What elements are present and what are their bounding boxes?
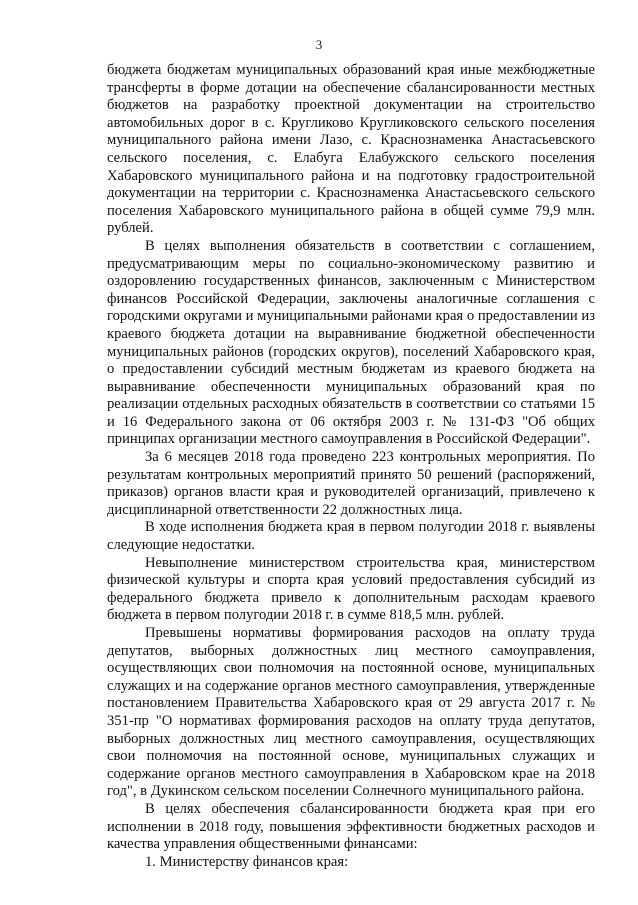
paragraph-continuation: бюджета бюджетам муниципальных образований края иные межбюджетные трансферты в форме дотации на обеспечение сбалансированности местных бюджетов на разработку проектной документации на строительство автомобильных дорог в с. Кругликово Кругликовского сельского поселения муниципального района имени Лазо, с. Краснознаменка Анастасьевского сельского поселения, с. Елабуга Елабужского сельского поселения Хабаровского муниципального района и на подготовку градостроительной документации на территории с. Краснознаменка Анастасьевского сельского поселения Хабаровского муниципального района в общей сумме 79,9 млн. рублей. [107,62,595,237]
paragraph-shortcomings-intro: В ходе исполнения бюджета края в первом полугодии 2018 г. выявлены следующие недостатки. [107,519,595,554]
list-item-ministry-of-finance: 1. Министерству финансов края: [145,853,349,870]
document-body [107,62,595,871]
paragraph-salary-norms: Превышены нормативы формирования расходов на оплату труда депутатов, выборных должностных лиц местного самоуправления, осуществляющих свои полномочия на постоянной основе, муниципальных служащих и на содержание органов местного самоуправления, утвержденные постановлением Правительства Хабаровского края от 29 августа 2017 г. № 351-пр "О нормативах формирования расходов на оплату труда депутатов, выборных должностных лиц местного самоуправления, осуществляющих свои полномочия на постоянной основе, муниципальных служащих и содержание органов местного самоуправления в Хабаровском крае на 2018 год", в Дукинском сельском поселении Солнечного муниципального района. [107,625,595,800]
page-number: 3 [315,37,323,52]
paragraph-control-measures: За 6 месяцев 2018 года проведено 223 контрольных мероприятия. По результатам контрольных мероприятий принято 50 решений (распоряжений, приказов) органов власти края и руководителей организаций, привлечено к дисциплинарной ответственности 22 должностных лица. [107,449,595,518]
paragraph-agreements: В целях выполнения обязательств в соответствии с соглашением, предусматривающим меры по социально-экономическому развитию и оздоровлению государственных финансов, заключенным с Министерством финансов Российской Федерации, заключены аналогичные соглашения с городскими округами и муниципальными районами края о предоставлении из краевого бюджета дотации на выравнивание бюджетной обеспеченности муниципальных районов (городских округов), поселений Хабаровского края, о предоставлении субсидий местным бюджетам из краевого бюджета на выравнивание обеспеченности муниципальных образований края по реализации отдельных расходных обязательств в соответствии со статьями 15 и 16 Федерального закона от 06 октября 2003 г. № 131-ФЗ "Об общих принципах организации местного самоуправления в Российской Федерации". [107,237,595,448]
paragraph-balance-goals: В целях обеспечения сбалансированности бюджета края при его исполнении в 2018 году, повышения эффективности бюджетных расходов и качества управления общественными финансами: [107,800,595,853]
paragraph-subsidy-conditions: Невыполнение министерством строительства края, министерством физической культуры и спорта края условий предоставления субсидий из федерального бюджета привело к дополнительным расходам краевого бюджета в первом полугодии 2018 г. в сумме 818,5 млн. рублей. [107,554,595,624]
